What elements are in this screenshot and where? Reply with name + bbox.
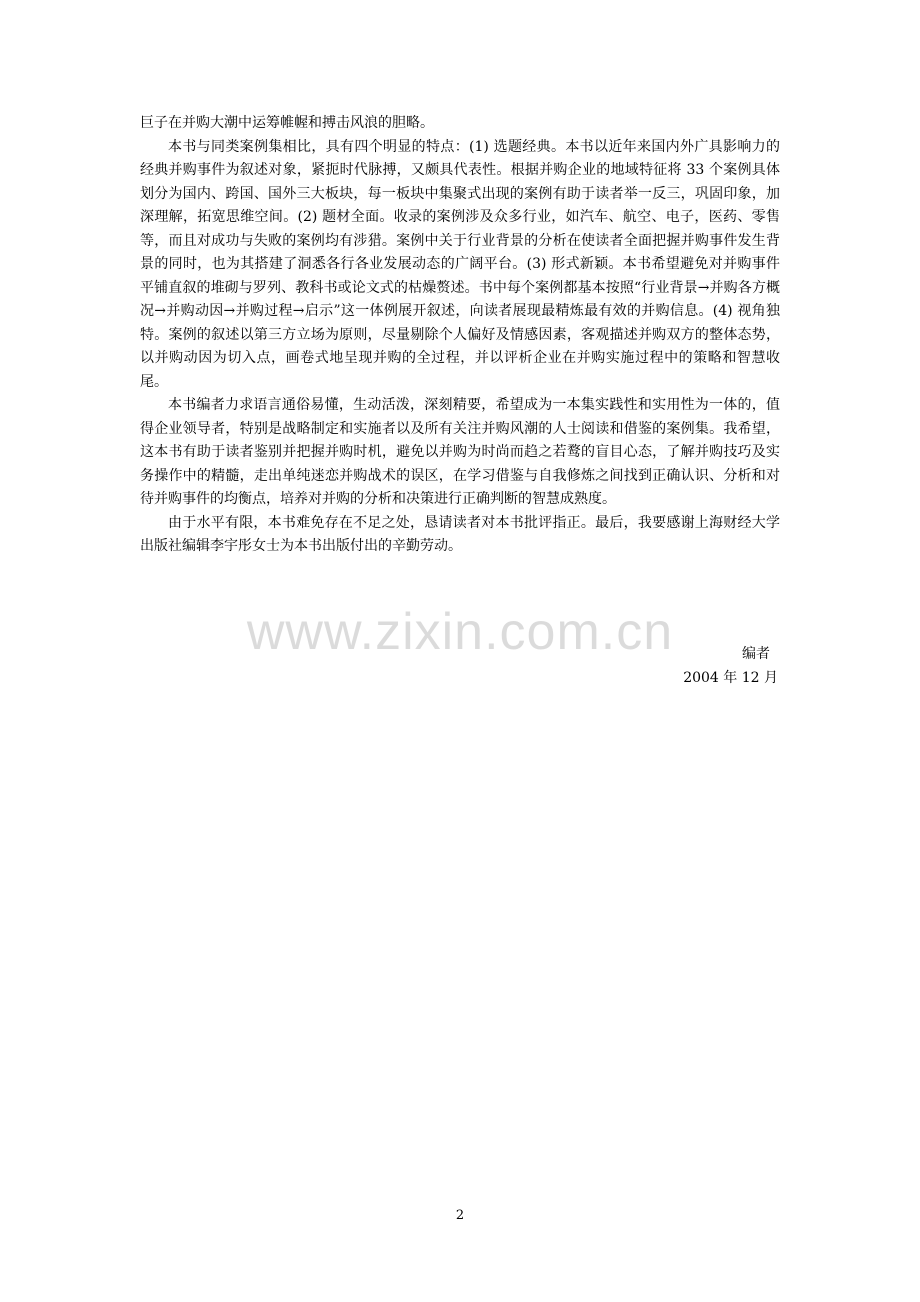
paragraph-features: 本书与同类案例集相比，具有四个明显的特点：(1) 选题经典。本书以近年来国内外广具影响力的经典并购事件为叙述对象，紧扼时代脉搏，又颇具代表性。根据并购企业的地域特征将 33 个案例具体划分为国内、跨国、国外三大板块，每一板块中集聚式出现的案例有助于读者举一反三，巩固印象，加深理解，拓宽思维空间。(2) 题材全面。收录的案例涉及众多行业，如汽车、航空、电子，医药、零售等，而且对成功与失败的案例均有涉猎。案例中关于行业背景的分析在使读者全面把握并购事件发生背景的同时，也为其搭建了洞悉各行各业发展动态的广阔平台。(3) 形式新颖。本书希望避免对并购事件平铺直叙的堆砌与罗列、教科书或论文式的枯燥赘述。书中每个案例都基本按照“行业背景→并购各方概况→并购动因→并购过程→启示”这一体例展开叙述，向读者展现最精炼最有效的并购信息。(4) 视角独特。案例的叙述以第三方立场为原则，尽量剔除个人偏好及情感因素，客观描述并购双方的整体态势，以并购动因为切入点，画卷式地呈现并购的全过程，并以评析企业在并购实施过程中的策略和智慧收尾。 bbox=[140, 138, 780, 390]
page-number: 2 bbox=[455, 1208, 465, 1223]
signature-date: 2004 年 12 月 bbox=[683, 669, 778, 686]
paragraph-goals: 本书编者力求语言通俗易懂，生动活泼，深刻精要，希望成为一本集实践性和实用性为一体的，值得企业领导者，特别是战略制定和实施者以及所有关注并购风潮的人士阅读和借鉴的案例集。我希望，这本书有助于读者鉴别并把握并购时机，避免以并购为时尚而趋之若鹜的盲目心态，了解并购技巧及实务操作中的精髓，走出单纯迷恋并购战术的误区，在学习借鉴与自我修炼之间找到正确认识、分析和对待并购事件的均衡点，培养对并购的分析和决策进行正确判断的智慧成熟度。 bbox=[140, 397, 780, 507]
watermark: www.zixin.com.cn bbox=[246, 603, 674, 661]
document-body bbox=[140, 112, 780, 559]
paragraph-acknowledgement: 由于水平有限，本书难免存在不足之处，恳请读者对本书批评指正。最后，我要感谢上海财经大学出版社编辑李宇彤女士为本书出版付出的辛勤劳动。 bbox=[140, 514, 780, 554]
signature-author: 编者 bbox=[742, 646, 770, 662]
paragraph-continuation: 巨子在并购大潮中运筹帷幄和搏击风浪的胆略。 bbox=[140, 115, 434, 131]
signature-block bbox=[683, 643, 778, 690]
